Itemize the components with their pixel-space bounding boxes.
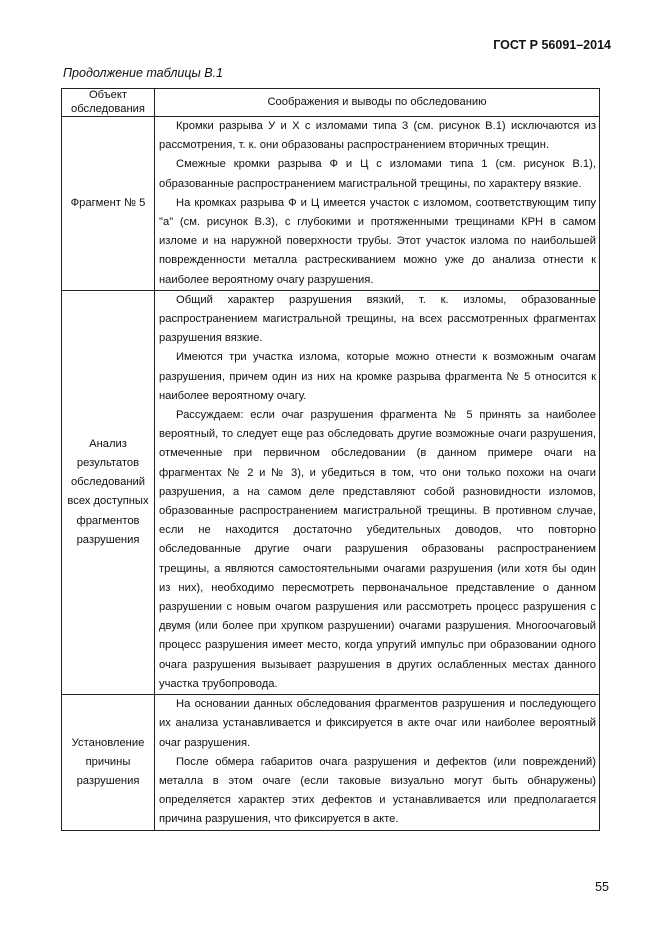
row-text-cell [155,695,600,830]
paragraph: Кромки разрыва У и Х с изломами типа 3 (см. рисунок В.1) исключаются из рассмотрения, т. к. они образованы распространением вторичных трещин. [159,120,596,152]
table-header-row [62,89,600,117]
row-text-cell [155,290,600,694]
row-text-cell [155,117,600,291]
paragraph: На основании данных обследования фрагментов разрушения и последующего их анализа устанавливается и фиксируется в акте очаг или наиболее вероятный очаг разрушения. [159,698,596,749]
row-object-cell: Анализ результатов обследований всех доступных фрагментов разрушения [62,290,155,694]
paragraph: Имеются три участка излома, которые можно отнести к возможным очагам разрушения, причем один из них на кромке разрыва фрагмента № 5 относится к наиболее вероятному очагу. [159,351,596,402]
table-caption: Продолжение таблицы В.1 [63,66,223,80]
paragraph: На кромках разрыва Ф и Ц имеется участок с изломом, соответствующим типу "а" (см. рисунок В.3), с глубокими и протяженными трещинами КРН в самом изломе и на наружной поверхности трубы. Этот участок излома по наибольшей поврежденности металла растрескиванием можно уже до анализа отнести к наиболее вероятному очагу разрушения. [159,196,596,286]
paragraph: Смежные кромки разрыва Ф и Ц с изломами типа 1 (см. рисунок В.1), образованные распространением магистральной трещины, по характеру вязкие. [159,158,596,190]
table-row [62,117,600,291]
page-number: 55 [595,880,609,894]
paragraph: После обмера габаритов очага разрушения и дефектов (или повреждений) металла в этом очаге (если таковые визуально могут быть обнаружены) определяется характер этих дефектов и устанавливается или предполагается причина разрушения, что фиксируется в акте. [159,755,596,826]
table-body [62,117,600,831]
paragraph: Рассуждаем: если очаг разрушения фрагмента № 5 принять за наиболее вероятный, то следует еще раз обследовать другие возможные очаги разрушения, отмеченные при первичном обследовании (в данном примере очаги на фрагментах № 2 и № 3), и убедиться в том, что они только похожи на очаги разрушения, а на самом деле представляют собой разновидности изломов, образованные распространением магистральной трещины. В противном случае, если не находится достаточно убедительных доводов, что повторно обследованные другие очаги разрушения образованы распространением трещины, а являются самостоятельными очагами разрушения (или хотя бы один из них), необходимо пересмотреть первоначальное представление о данном разрушении с новым очагом разрушения или рассмотреть процесс разрушения с двумя (или более при хрупком разрушении) очагами разрушения. Многоочаговый процесс разрушения имеет место, когда упругий импульс при образовании одного очага разрушения вызывает разрушения в других ослабленных местах данного участка трубопровода. [159,409,596,690]
conclusions-table [61,88,600,831]
table-row [62,290,600,694]
column-header-conclusions: Соображения и выводы по обследованию [155,89,600,117]
paragraph: Общий характер разрушения вязкий, т. к. изломы, образованные распространением магистральной трещины, на всех рассмотренных фрагментах разрушения вязкие. [159,293,596,345]
standard-designation: ГОСТ Р 56091–2014 [493,38,611,52]
table-row [62,695,600,830]
column-header-object: Объект обследования [62,89,155,117]
row-object-cell: Фрагмент № 5 [62,117,155,291]
row-object-cell: Установление причины разрушения [62,695,155,830]
